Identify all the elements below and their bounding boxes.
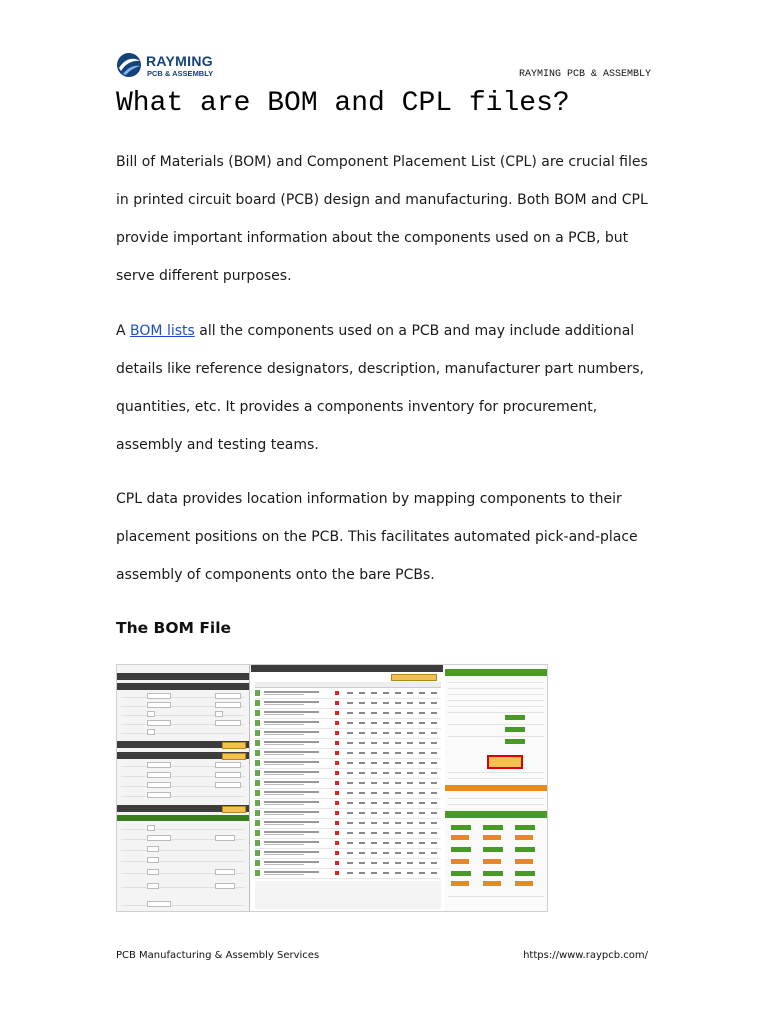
rayming-logo-icon — [116, 52, 142, 78]
paragraph-bom-prefix: A — [116, 323, 131, 339]
screenshot-summary-panel — [445, 665, 547, 911]
company-logo — [116, 50, 226, 84]
page-title: What are BOM and CPL files? — [116, 88, 570, 119]
paragraph-cpl: CPL data provides location information by mapping components to their placement positions on the PCB. This facilitates automated pick-and-place assembly of components onto the bare PCBs. — [116, 491, 638, 583]
screenshot-bom-table — [251, 665, 443, 911]
screenshot-left-panel — [117, 665, 250, 911]
logo-name: RAYMING — [146, 53, 213, 69]
paragraph-bom — [116, 312, 656, 464]
paragraph-bom-suffix: all the components used on a PCB and may include additional details like reference designators, description, manufacturer part numbers, quantities, etc. It provides a components inventory for procurement, assembly and testing teams. — [116, 323, 644, 453]
paragraph-intro: Bill of Materials (BOM) and Component Placement List (CPL) are crucial files in printed circuit board (PCB) design and manufacturing. Both BOM and CPL provide important information about the components used on a PCB, but serve different purposes. — [116, 154, 648, 284]
bom-screenshot-image — [116, 664, 548, 912]
logo-subtitle: PCB & ASSEMBLY — [147, 69, 214, 78]
bom-lists-link[interactable]: BOM lists — [130, 323, 195, 339]
section-heading-bom-file: The BOM File — [116, 619, 232, 637]
header-company-name: RAYMING PCB & ASSEMBLY — [518, 69, 651, 80]
footer-url[interactable]: https://www.raypcb.com/ — [523, 950, 648, 961]
footer-services: PCB Manufacturing & Assembly Services — [116, 950, 320, 961]
